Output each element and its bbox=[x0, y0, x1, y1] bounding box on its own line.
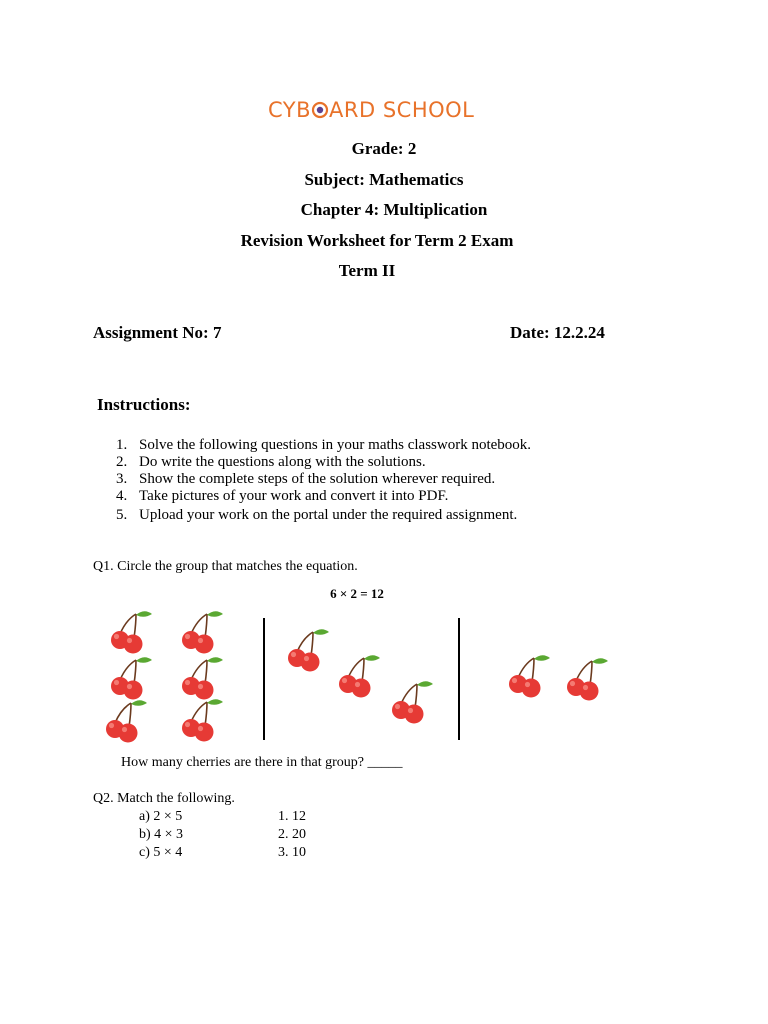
term-heading: Term II bbox=[338, 261, 396, 280]
list-item bbox=[116, 471, 531, 488]
match-right-column bbox=[278, 808, 306, 862]
subject-heading: Subject: Mathematics bbox=[304, 170, 464, 189]
cherry-group-1[interactable] bbox=[106, 611, 223, 742]
school-logo bbox=[268, 96, 475, 124]
cherry-pair-icon bbox=[182, 611, 223, 653]
cherry-pair-icon bbox=[111, 611, 152, 653]
assignment-date: Date: 12.2.24 bbox=[510, 323, 605, 342]
list-item bbox=[116, 507, 531, 524]
list-item-text: Upload your work on the portal under the required assignment. bbox=[139, 507, 518, 523]
list-item bbox=[116, 454, 531, 471]
cherry-pair-icon bbox=[392, 681, 433, 723]
instructions-list bbox=[116, 437, 531, 524]
question-1-followup: How many cherries are there in that group? _____ bbox=[121, 755, 403, 770]
cherry-pair-icon bbox=[288, 629, 329, 671]
logo-text-end: ARD SCHOOL bbox=[329, 98, 475, 122]
group-divider bbox=[458, 618, 460, 740]
list-item-text: Show the complete steps of the solution wherever required. bbox=[139, 471, 496, 487]
group-divider bbox=[263, 618, 265, 740]
logo-o-icon bbox=[311, 98, 329, 116]
list-item bbox=[116, 437, 531, 454]
match-right-item: 3. 10 bbox=[278, 845, 306, 860]
cherry-pair-icon bbox=[182, 657, 223, 699]
chapter-heading: Chapter 4: Multiplication bbox=[300, 200, 488, 219]
list-item-number: 5. bbox=[116, 507, 128, 523]
list-item-text: Do write the questions along with the solutions. bbox=[139, 454, 426, 470]
list-item-text: Solve the following questions in your maths classwork notebook. bbox=[139, 437, 532, 453]
list-item-number: 3. bbox=[116, 471, 128, 487]
match-right-item: 2. 20 bbox=[278, 827, 306, 842]
cherry-pair-icon bbox=[509, 655, 550, 697]
cherry-group-2[interactable] bbox=[288, 629, 433, 723]
question-2-prompt: Q2. Match the following. bbox=[93, 791, 235, 806]
match-right-item: 1. 12 bbox=[278, 809, 306, 824]
cherry-pair-icon bbox=[567, 658, 608, 700]
match-left-column bbox=[139, 808, 183, 862]
grade-heading: Grade: 2 bbox=[351, 139, 417, 158]
question-1-equation: 6 × 2 = 12 bbox=[330, 586, 384, 601]
cherry-group-3[interactable] bbox=[509, 655, 608, 700]
list-item-number: 4. bbox=[116, 488, 128, 504]
cherry-pair-icon bbox=[182, 699, 223, 741]
worksheet-heading: Revision Worksheet for Term 2 Exam bbox=[240, 231, 514, 250]
cherry-pair-icon bbox=[339, 655, 380, 697]
question-1-prompt: Q1. Circle the group that matches the equation. bbox=[93, 559, 358, 574]
list-item-number: 2. bbox=[116, 454, 128, 470]
logo-text-start: CYB bbox=[268, 98, 312, 122]
cherry-pair-icon bbox=[106, 700, 147, 742]
match-left-item: b) 4 × 3 bbox=[139, 827, 184, 842]
assignment-number: Assignment No: 7 bbox=[93, 323, 222, 342]
match-left-item: c) 5 × 4 bbox=[139, 845, 183, 860]
instructions-title: Instructions: bbox=[97, 395, 191, 414]
cherry-pair-icon bbox=[111, 657, 152, 699]
list-item-text: Take pictures of your work and convert it into PDF. bbox=[139, 488, 449, 504]
list-item-number: 1. bbox=[116, 437, 128, 453]
list-item bbox=[116, 488, 531, 505]
match-left-item: a) 2 × 5 bbox=[139, 809, 183, 824]
